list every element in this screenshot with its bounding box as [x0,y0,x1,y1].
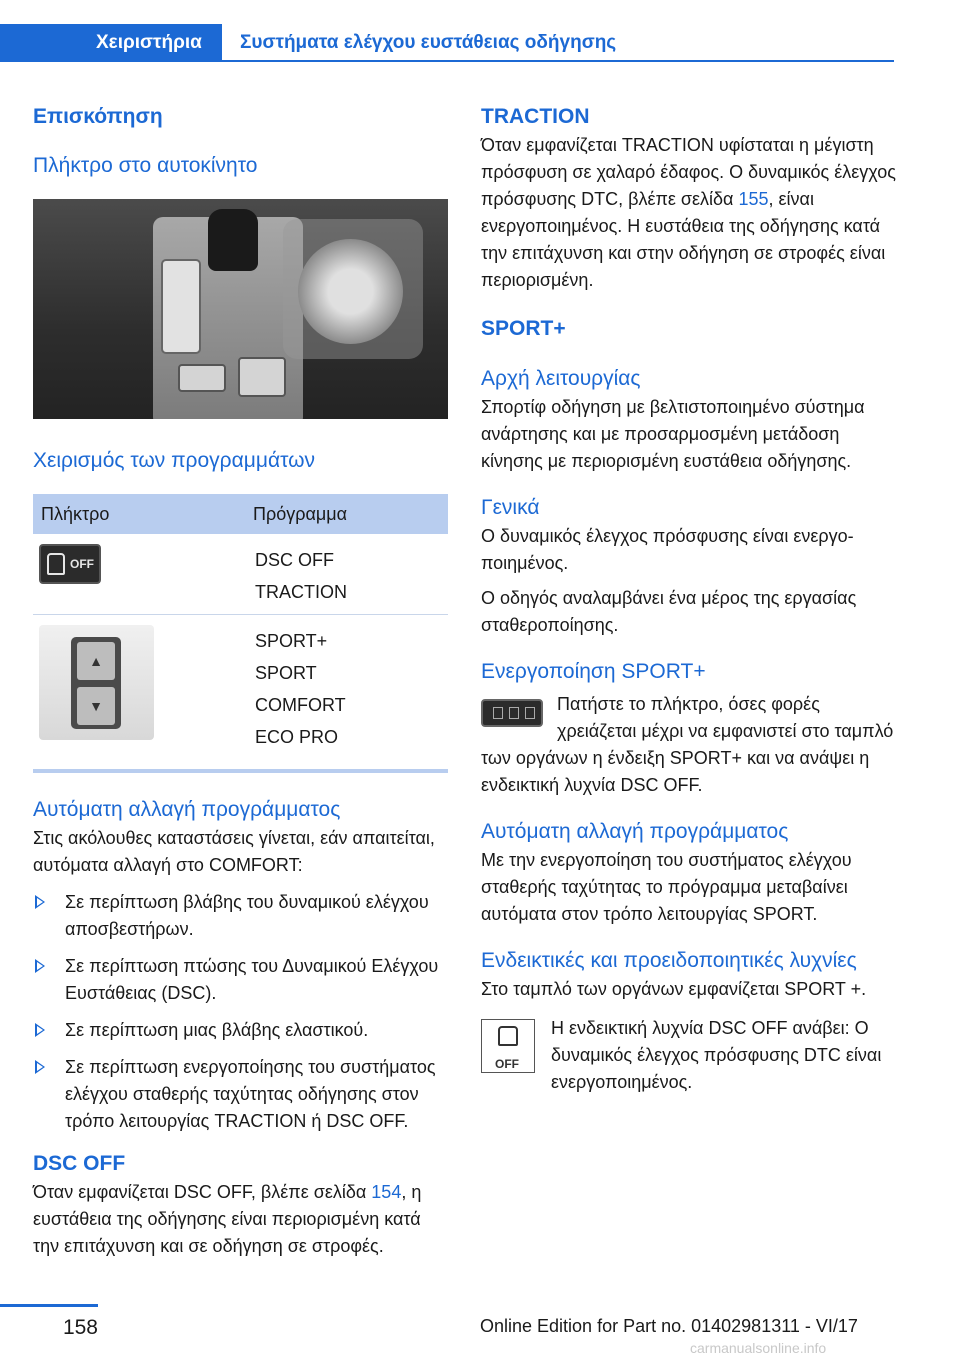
program-sport: SPORT [255,663,317,683]
auto-change-heading: Αυτόματη αλλαγή προγράμματος [33,798,341,821]
lamps-text: Στο ταμπλό των οργάνων εμφανίζεται SPORT +. [481,979,867,999]
list-item: Σε περίπτωση βλάβης του δυναμικού ελέγχου αποσβεστήρων. [33,889,448,943]
auto-change-text: Στις ακόλουθες καταστάσεις γίνεται, εάν απαιτείται, αυτόματα αλλαγή στο COMFORT: [33,828,435,875]
right-column [481,100,896,1096]
gear-lever [208,209,258,271]
page-link-155[interactable]: 155 [738,189,769,209]
auto-change-text-right: Με την ενεργοποίηση του συστήματος ελέγχου σταθερής ταχύτητας το πρόγραμμα μεταβαίνει αυτόματα στον τρόπο λειτουργίας SPORT. [481,850,852,924]
activation-text: Πατήστε το πλήκτρο, όσες φορές χρειάζεται μέχρι να εμφανιστεί στο ταμπλό των οργάνων η ένδειξη SPORT+ και να ανάψει η ενδεικτική λυχνία DSC OFF. [481,694,894,795]
lamp-note: OFF Η ενδεικτική λυχνία DSC OFF ανάβει: Ο δυναμικός έλεγχος πρόσφυσης DTC είναι ενεργοποιημένος. [481,1015,896,1096]
arrow-up-icon: ▲ [77,642,115,680]
page-link-154[interactable]: 154 [371,1182,402,1202]
section-tab: Χειριστήρια [0,24,222,62]
dsc-off-heading: DSC OFF [33,1152,126,1175]
lamps-heading: Ενδεικτικές και προειδοποιητικές λυχνίες [481,949,857,972]
program-traction: TRACTION [255,582,347,602]
controller-knob [298,239,403,344]
programs-heading: Χειρισμός των προγραμμάτων [33,449,316,472]
program-eco-pro: ECO PRO [255,727,339,747]
bullet-arrow-icon [35,959,45,973]
parking-brake-button [238,357,286,397]
edition-text: Online Edition for Part no. 01402981311 - VI/17 [480,1316,858,1336]
program-sport-plus: SPORT+ [255,631,328,651]
arrow-down-icon: ▼ [77,687,115,725]
general-text-2: Ο οδηγός αναλαμβάνει ένα μέρος της εργασίας σταθεροποίησης. [481,588,857,635]
dsc-button [178,364,226,392]
program-comfort: COMFORT [255,695,346,715]
header-rule [222,60,894,62]
watermark: carmanualsonline.info [690,1340,827,1356]
general-text-1: Ο δυναμικός έλεγχος πρόσφυσης είναι ενεργοποιημένος. [481,526,854,573]
table-row [33,534,448,615]
driving-experience-switch [161,259,201,354]
conditions-list [33,889,448,1135]
list-item: Σε περίπτωση μιας βλάβης ελαστικού. [33,1017,448,1044]
traction-heading: TRACTION [481,105,590,128]
principle-text: Σπορτίφ οδήγηση με βελτιστοποιημένο σύστημα ανάρτησης και με προσαρμοσμένη μετάδοση κίνησης με περιορισμένη ευστάθεια οδήγησης. [481,397,865,471]
page-number: 158 [62,1316,98,1339]
dsc-off-indicator-icon: OFF [481,1019,535,1073]
footer-rule [0,1304,98,1307]
sport-plus-heading: SPORT+ [481,317,566,340]
table-header [33,494,448,534]
table-bottom-rule [33,769,448,773]
car-skid-icon [47,553,65,575]
off-label: OFF [70,557,94,571]
table-row [33,615,448,760]
left-column [33,100,448,1260]
table-header-program: Πρόγραμμα [245,494,448,534]
bullet-arrow-icon [35,895,45,909]
sport-rocker-icon [481,699,543,727]
list-item: Σε περίπτωση ενεργοποίησης του συστήματος ελέγχου σταθερής ταχύτητας οδήγησης στον τρόπο λειτουργίας TRACTION ή DSC OFF. [33,1054,448,1135]
dsc-off-text: Όταν εμφανίζεται DSC OFF, βλέπε σελίδα 154, η ευστάθεια της οδήγησης είναι περιορισμένη κατά την επιτάχυνση και σε οδήγηση σε στροφές. [33,1182,422,1256]
bullet-arrow-icon [35,1023,45,1037]
button-heading: Πλήκτρο στο αυτοκίνητο [33,154,258,177]
subsection-title: Συστήματα ελέγχου ευστάθειας οδήγησης [240,32,617,53]
list-item: Σε περίπτωση πτώσης του Δυναμικού Ελέγχου Ευστάθειας (DSC). [33,953,448,1007]
bullet-arrow-icon [35,1060,45,1074]
activation-heading: Ενεργοποίηση SPORT+ [481,660,706,683]
overview-heading: Επισκόπηση [33,105,163,128]
rocker-switch-icon [39,625,154,740]
general-heading: Γενικά [481,496,540,519]
page-header [0,24,894,62]
principle-heading: Αρχή λειτουργίας [481,367,641,390]
programs-table [33,494,448,759]
auto-change-heading-right: Αυτόματη αλλαγή προγράμματος [481,820,789,843]
program-dsc-off: DSC OFF [255,550,334,570]
center-console-photo [33,199,448,419]
traction-text: Όταν εμφανίζεται TRACTION υφίσταται η μέγιστη πρόσφυση σε χαλαρό έδαφος. Ο δυναμικός έλεγχος πρόσφυσης DTC, βλέπε σελίδα 155, είναι ενεργοποιημένος. Η ευστάθεια της οδήγησης κατά την επιτάχυνση και στην οδήγηση σε στροφές είναι περιορισμένη. [481,135,896,290]
dsc-off-button-icon [39,544,101,584]
car-skid-icon [498,1026,518,1046]
table-header-key: Πλήκτρο [33,494,245,534]
